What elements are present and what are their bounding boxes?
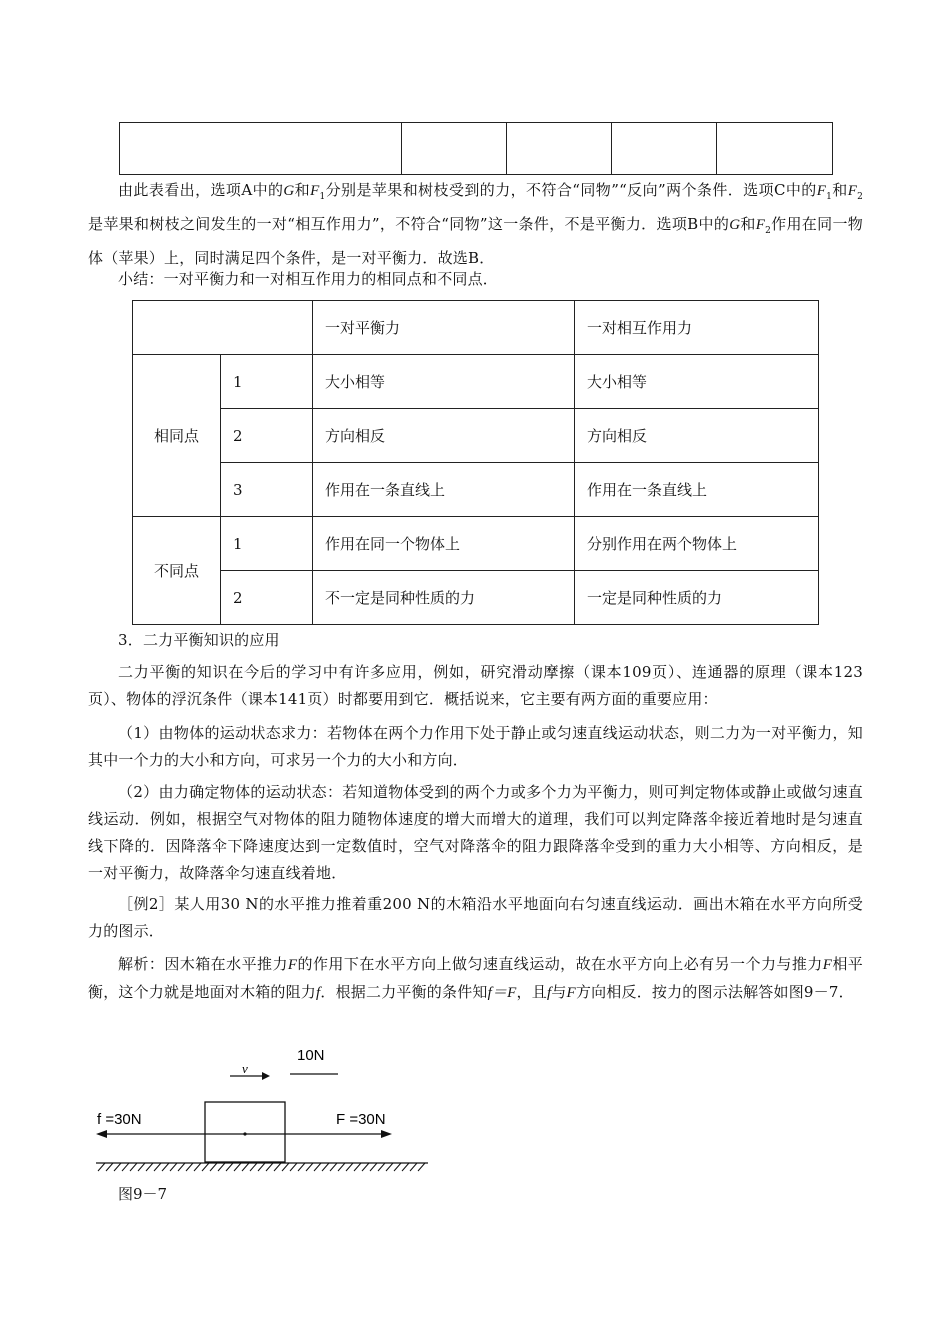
friction-arrowhead <box>96 1130 107 1138</box>
row-number: 1 <box>221 517 313 571</box>
table-cell <box>507 123 612 175</box>
wooden-box <box>205 1102 285 1162</box>
continued-table-row <box>119 122 833 175</box>
balance-cell: 方向相反 <box>313 409 575 463</box>
scale-label: 10N <box>297 1047 325 1064</box>
column-header-interaction: 一对相互作用力 <box>575 301 819 355</box>
section-3-title: 3．二力平衡知识的应用 <box>118 631 280 649</box>
applications-paragraph: 二力平衡的知识在今后的学习中有许多应用，例如，研究滑动摩擦（课本109页）、连通器的原理（课本123页）、物体的浮沉条件（课本141页）时都要用到它．概括说来，它主要有两方面的重要应用： <box>88 663 863 708</box>
ground-hatching <box>98 1163 425 1171</box>
table-cell <box>402 123 507 175</box>
interaction-cell: 大小相等 <box>575 355 819 409</box>
application-2-paragraph: （2）由力确定物体的运动状态：若知道物体受到的两个力或多个力为平衡力，则可判定物体或静止或做匀速直线运动．例如，根据空气对物体的阻力随物体速度的增大而增大的道理，我们可以判定降落伞接近着地时是匀速直线下降的．因降落伞下降速度达到一定数值时，空气对降落伞的阻力跟降落伞受到的重力大小相等、方向相反，是一对平衡力，故降落伞匀速直线着地． <box>88 783 863 882</box>
same-points-label: 相同点 <box>133 355 221 517</box>
balance-cell: 大小相等 <box>313 355 575 409</box>
conclusion-paragraph: 由此表看出，选项A中的G和$F_1$分别是苹果和树枝受到的力，不符合“同物”“反向”两个条件．选项C中的$F_1$和$F_2$是苹果和树枝之间发生的一对“相互作用力”，不符合“同物”这一条件，不是平衡力．选项B中的G和$F_2$作用在同一物体（苹果）上，同时满足四个条件，是一对平衡力．故选B． <box>88 181 863 267</box>
table-cell <box>612 123 717 175</box>
row-number: 1 <box>221 355 313 409</box>
table-row <box>133 571 819 625</box>
push-label: F =30N <box>336 1111 386 1128</box>
table-row <box>133 409 819 463</box>
table-cell <box>717 123 833 175</box>
table-row <box>133 355 819 409</box>
table-cell <box>120 123 402 175</box>
force-diagram <box>92 1040 432 1180</box>
interaction-cell: 方向相反 <box>575 409 819 463</box>
balance-cell: 作用在同一个物体上 <box>313 517 575 571</box>
solution-paragraph: 解析：因木箱在水平推力F的作用下在水平方向上做匀速直线运动，故在水平方向上必有另一个力与推力F相平衡，这个力就是地面对木箱的阻力f．根据二力平衡的条件知f＝F，且f与F方向相反．按力的图示法解答如图9－7． <box>88 955 864 1001</box>
interaction-cell: 一定是同种性质的力 <box>575 571 819 625</box>
table-row <box>133 463 819 517</box>
velocity-arrowhead <box>262 1072 270 1080</box>
push-arrowhead <box>381 1130 392 1138</box>
diff-points-label: 不同点 <box>133 517 221 625</box>
row-number: 2 <box>221 571 313 625</box>
row-number: 2 <box>221 409 313 463</box>
summary-title: 小结：一对平衡力和一对相互作用力的相同点和不同点． <box>118 270 499 288</box>
friction-label: f =30N <box>97 1111 142 1128</box>
comparison-table <box>132 300 819 625</box>
table-corner-cell <box>133 301 313 355</box>
velocity-label: v <box>242 1061 248 1076</box>
table-row <box>133 517 819 571</box>
application-1-paragraph: （1）由物体的运动状态求力：若物体在两个力作用下处于静止或匀速直线运动状态，则二力为一对平衡力，知其中一个力的大小和方向，可求另一个力的大小和方向． <box>88 724 863 769</box>
interaction-cell: 作用在一条直线上 <box>575 463 819 517</box>
balance-cell: 不一定是同种性质的力 <box>313 571 575 625</box>
balance-cell: 作用在一条直线上 <box>313 463 575 517</box>
interaction-cell: 分别作用在两个物体上 <box>575 517 819 571</box>
column-header-balance: 一对平衡力 <box>313 301 575 355</box>
figure-caption: 图9－7 <box>118 1185 168 1203</box>
example-2-paragraph: ［例2］某人用30 N的水平推力推着重200 N的木箱沿水平地面向右匀速直线运动．画出木箱在水平方向所受力的图示． <box>88 895 863 940</box>
row-number: 3 <box>221 463 313 517</box>
